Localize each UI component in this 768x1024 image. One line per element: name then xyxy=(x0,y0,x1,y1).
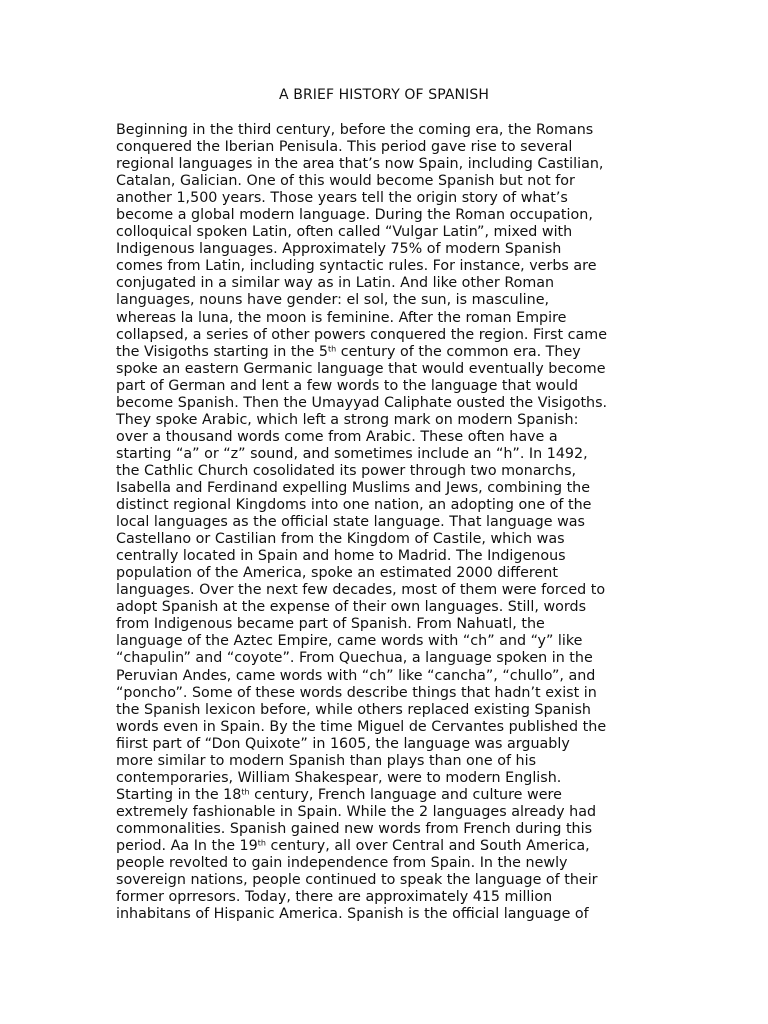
text-line-segment: the Cathlic Church cosolidated its power through two monarchs, xyxy=(116,462,577,479)
text-line-segment: century, all over Central and South America, xyxy=(265,837,590,854)
text-line-segment: “poncho”. Some of these words describe things that hadn’t exist in xyxy=(116,684,597,701)
text-line-segment: period. Aa In the 19 xyxy=(116,837,258,854)
text-line xyxy=(116,275,664,292)
text-line xyxy=(116,906,664,923)
ordinal-superscript: th xyxy=(241,787,250,797)
text-line xyxy=(116,139,664,156)
text-line-segment: contemporaries, William Shakespear, were to modern English. xyxy=(116,769,562,786)
text-line xyxy=(116,855,664,872)
text-line-segment: Beginning in the third century, before the coming era, the Romans xyxy=(116,122,594,138)
text-line-segment: century, French language and culture were xyxy=(249,786,562,803)
text-line-segment: from Indigenous became part of Spanish. From Nahuatl, the xyxy=(116,616,545,633)
document-body xyxy=(116,122,664,923)
text-line xyxy=(116,633,664,650)
text-line-segment: collapsed, a series of other powers conquered the region. First came xyxy=(116,326,607,343)
text-line xyxy=(116,258,664,275)
text-line xyxy=(116,650,664,667)
text-line xyxy=(116,770,664,787)
text-line xyxy=(116,361,664,378)
text-line-segment: centrally located in Spain and home to Madrid. The Indigenous xyxy=(116,548,566,565)
text-line xyxy=(116,889,664,906)
text-line-segment: Starting in the 18 xyxy=(116,786,242,803)
text-line xyxy=(116,565,664,582)
text-line xyxy=(116,463,664,480)
text-line xyxy=(116,685,664,702)
text-line xyxy=(116,292,664,309)
text-line-segment: the Visigoths starting in the 5 xyxy=(116,343,328,360)
text-line-segment: sovereign nations, people continued to speak the language of their xyxy=(116,872,598,889)
text-line xyxy=(116,787,664,804)
text-line-segment: distinct regional Kingdoms into one nation, an adopting one of the xyxy=(116,497,592,514)
text-line-segment: inhabitans of Hispanic America. Spanish is the official language of xyxy=(116,906,589,923)
text-line-segment: former oprresors. Today, there are approximately 415 million xyxy=(116,889,553,906)
text-line-segment: century of the common era. They xyxy=(336,343,581,360)
document-title: A BRIEF HISTORY OF SPANISH xyxy=(279,87,489,103)
text-line xyxy=(116,872,664,889)
text-line-segment: Indigenous languages. Approximately 75% of modern Spanish xyxy=(116,241,562,258)
text-line-segment: adopt Spanish at the expense of their own languages. Still, words xyxy=(116,599,587,616)
ordinal-superscript: th xyxy=(257,838,266,848)
text-line xyxy=(116,719,664,736)
text-line xyxy=(116,207,664,224)
text-line-segment: over a thousand words come from Arabic. These often have a xyxy=(116,428,558,445)
text-line-segment: Castellano or Castilian from the Kingdom of Castile, which was xyxy=(116,531,565,548)
text-line-segment: commonalities. Spanish gained new words from French during this xyxy=(116,820,593,837)
text-line xyxy=(116,531,664,548)
text-line xyxy=(116,514,664,531)
text-line-segment: comes from Latin, including syntactic rules. For instance, verbs are xyxy=(116,258,597,275)
text-line xyxy=(116,122,664,139)
text-line xyxy=(116,190,664,207)
text-line-segment: local languages as the official state language. That language was xyxy=(116,514,585,531)
text-line xyxy=(116,224,664,241)
text-line-segment: become a global modern language. During the Roman occupation, xyxy=(116,207,593,224)
text-line-segment: They spoke Arabic, which left a strong mark on modern Spanish: xyxy=(116,411,579,428)
text-line-segment: another 1,500 years. Those years tell the origin story of what’s xyxy=(116,190,568,207)
text-line-segment: fiirst part of “Don Quixote” in 1605, the language was arguably xyxy=(116,735,570,752)
text-line-segment: become Spanish. Then the Umayyad Caliphate ousted the Visigoths. xyxy=(116,394,608,411)
ordinal-superscript: th xyxy=(327,344,337,354)
text-line-segment: conjugated in a similar way as in Latin. And like other Roman xyxy=(116,275,555,292)
text-line-segment: population of the America, spoke an estimated 2000 different xyxy=(116,565,558,582)
text-line-segment: languages. Over the next few decades, most of them were forced to xyxy=(116,582,606,599)
text-line xyxy=(116,668,664,685)
text-line xyxy=(116,173,664,190)
text-line xyxy=(116,838,664,855)
text-line xyxy=(116,310,664,327)
text-line xyxy=(116,429,664,446)
text-line-segment: “chapulin” and “coyote”. From Quechua, a language spoken in the xyxy=(116,650,593,667)
text-line-segment: Catalan, Galician. One of this would become Spanish but not for xyxy=(116,173,575,190)
text-line-segment: regional languages in the area that’s now Spain, including Castilian, xyxy=(116,156,604,173)
text-line-segment: more similar to modern Spanish than plays than one of his xyxy=(116,752,537,769)
text-line xyxy=(116,446,664,463)
text-line xyxy=(116,241,664,258)
text-line xyxy=(116,736,664,753)
text-line-segment: Isabella and Ferdinand expelling Muslims and Jews, combining the xyxy=(116,479,591,496)
text-line xyxy=(116,548,664,565)
text-line xyxy=(116,395,664,412)
text-line xyxy=(116,702,664,719)
text-line xyxy=(116,327,664,344)
text-line-segment: extremely fashionable in Spain. While the 2 languages already had xyxy=(116,803,597,820)
text-line xyxy=(116,582,664,599)
text-line-segment: whereas la luna, the moon is feminine. After the roman Empire xyxy=(116,309,567,326)
text-line-segment: Peruvian Andes, came words with “ch” like “cancha”, “chullo”, and xyxy=(116,667,596,684)
text-line xyxy=(116,344,664,361)
text-line xyxy=(116,616,664,633)
text-line-segment: starting “a” or “z” sound, and sometimes include an “h”. In 1492, xyxy=(116,445,588,462)
text-line xyxy=(116,497,664,514)
text-line-segment: people revolted to gain independence from Spain. In the newly xyxy=(116,855,568,872)
text-line xyxy=(116,753,664,770)
text-line xyxy=(116,412,664,429)
text-line xyxy=(116,599,664,616)
text-line-segment: part of German and lent a few words to the language that would xyxy=(116,377,579,394)
text-line xyxy=(116,804,664,821)
text-line xyxy=(116,480,664,497)
text-line xyxy=(116,378,664,395)
text-line-segment: spoke an eastern Germanic language that would eventually become xyxy=(116,360,606,377)
text-line-segment: colloquical spoken Latin, often called “Vulgar Latin”, mixed with xyxy=(116,224,573,241)
text-line xyxy=(116,821,664,838)
text-line-segment: the Spanish lexicon before, while others replaced existing Spanish xyxy=(116,701,591,718)
text-line-segment: words even in Spain. By the time Miguel de Cervantes published the xyxy=(116,718,607,735)
text-line-segment: conquered the Iberian Penisula. This period gave rise to several xyxy=(116,139,573,156)
text-line-segment: languages, nouns have gender: el sol, the sun, is masculine, xyxy=(116,292,550,309)
text-line-segment: language of the Aztec Empire, came words with “ch” and “y” like xyxy=(116,633,583,650)
text-line xyxy=(116,156,664,173)
